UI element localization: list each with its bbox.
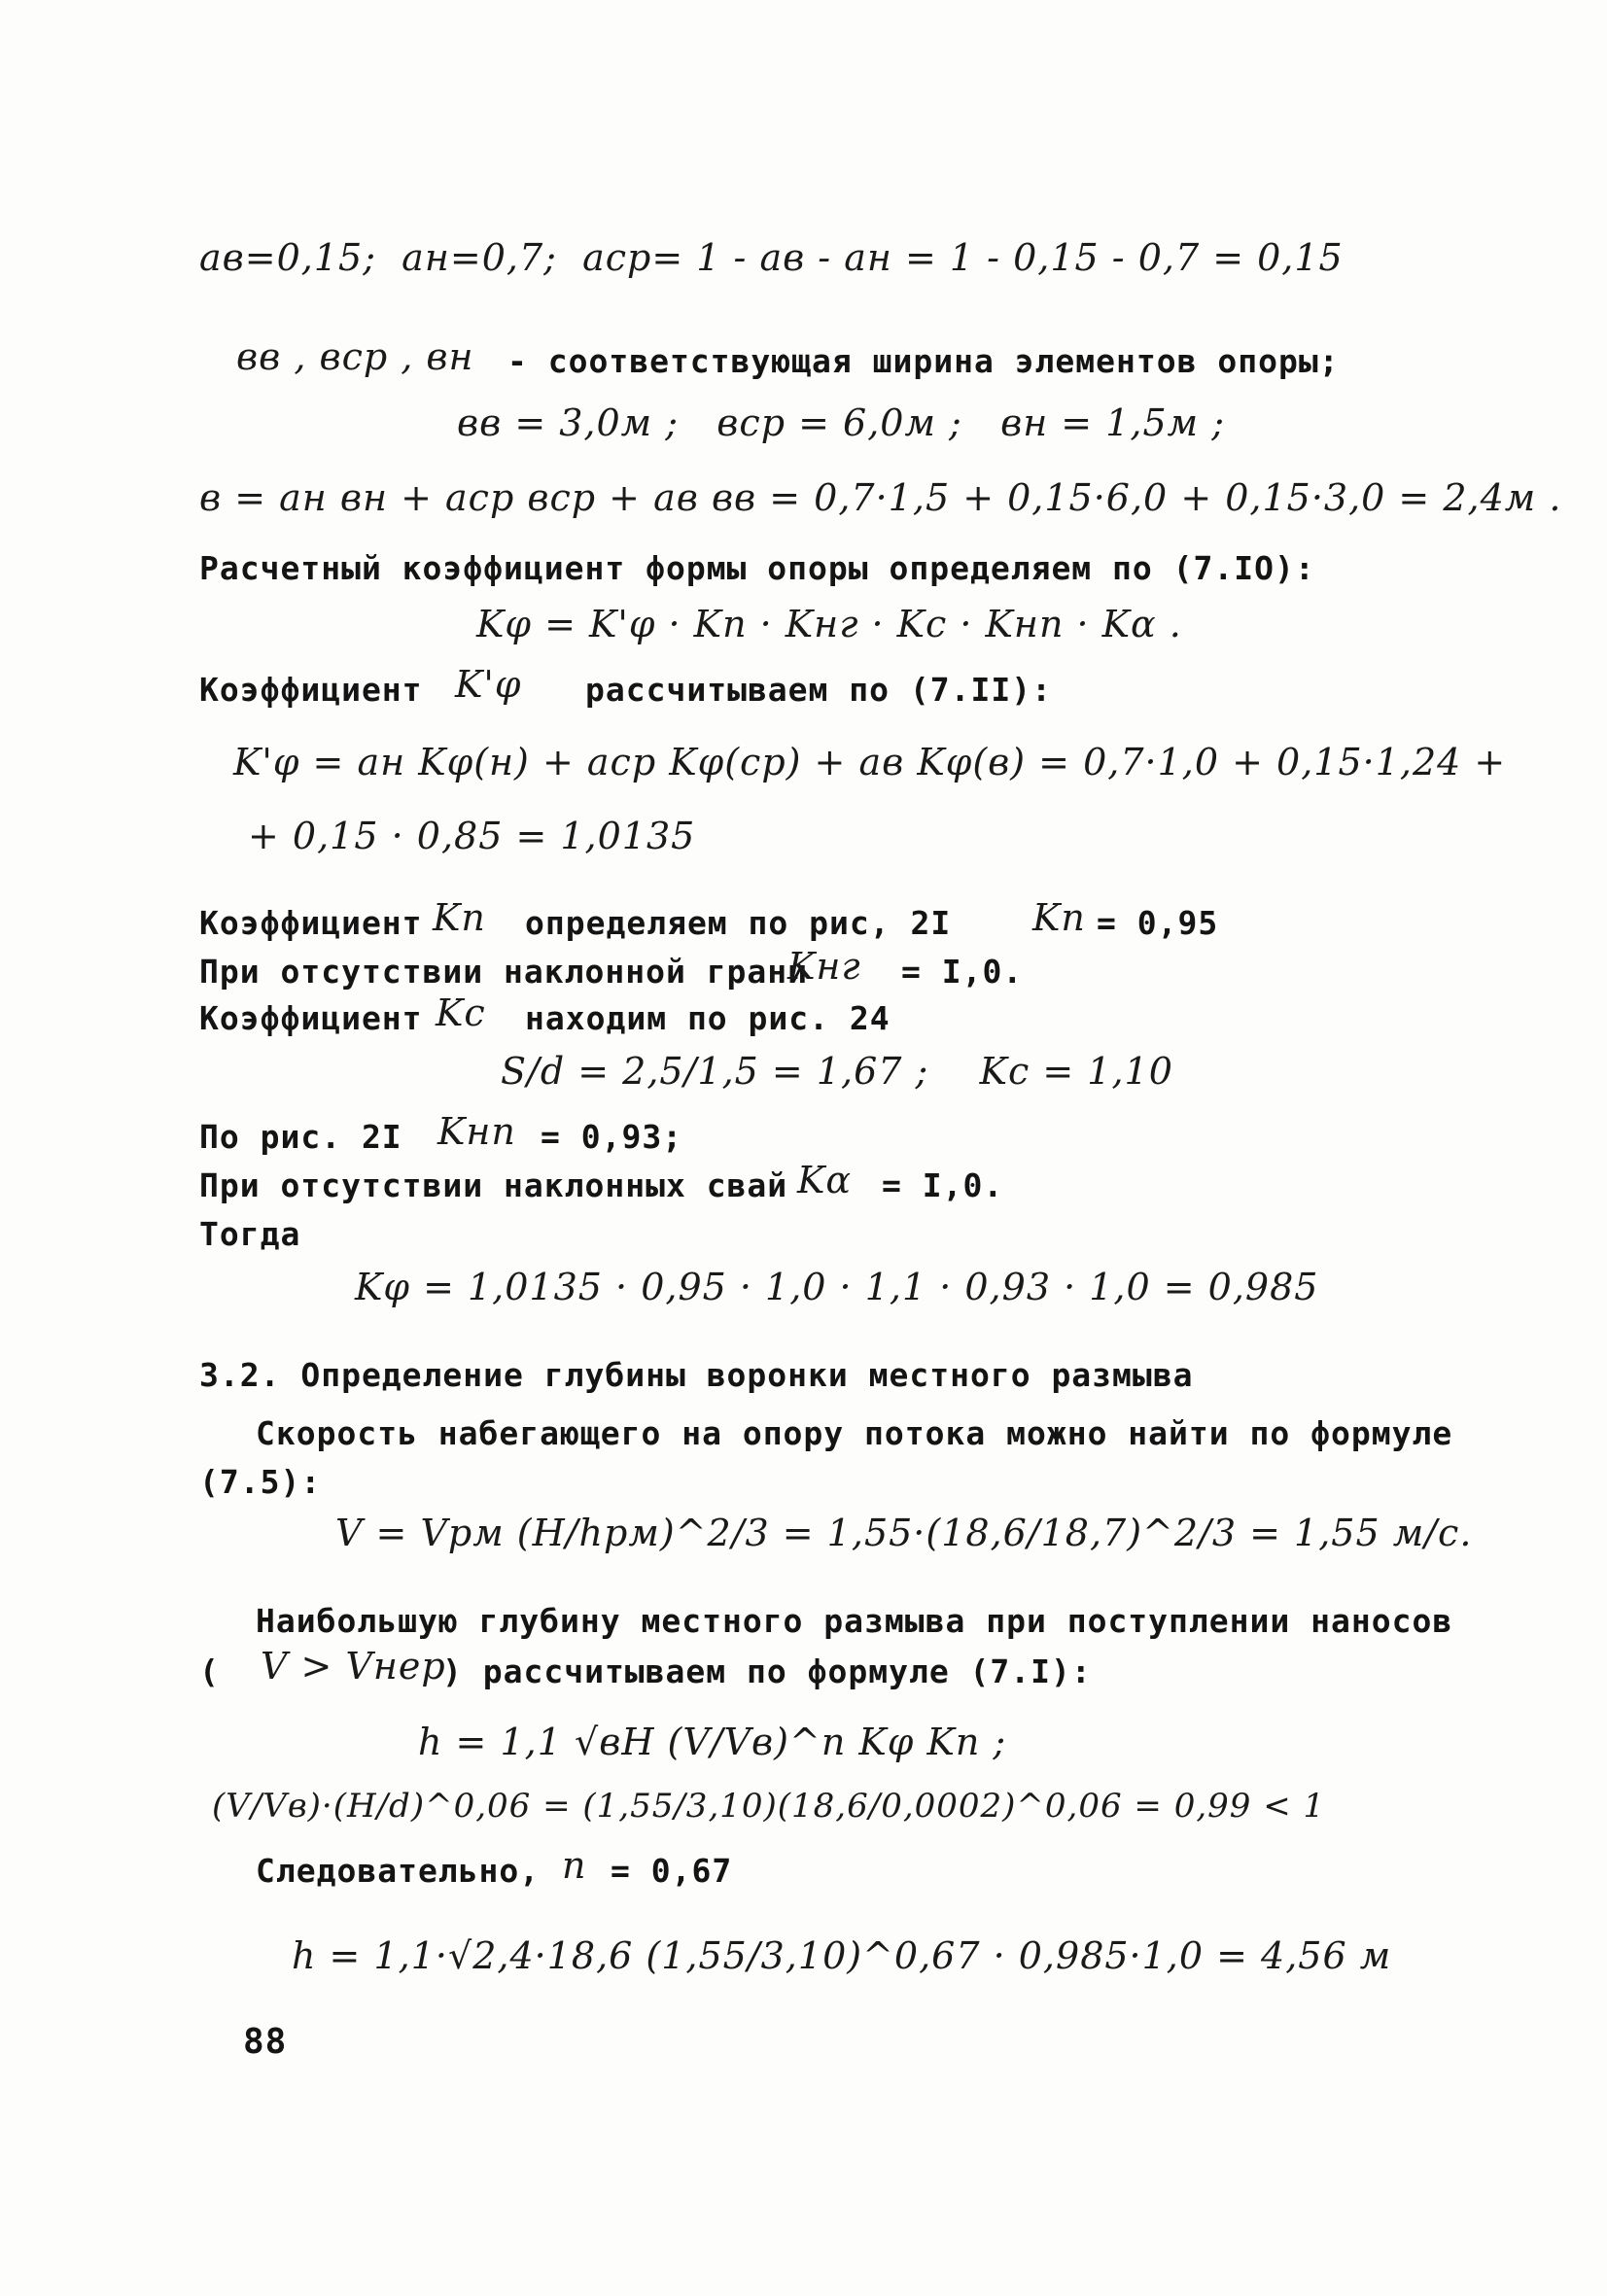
formula-k-p-symbol: Kп: [433, 896, 486, 939]
value-k-alpha: = I,0.: [882, 1166, 1004, 1204]
text-figure-21: По рис. 2I: [199, 1118, 402, 1156]
formula-s-d-ratio: S/d = 2,5/1,5 = 1,67 ; Kс = 1,10: [501, 1050, 1173, 1093]
text-coefficient-label: Коэффициент: [199, 999, 423, 1037]
formula-k-ng-symbol: Kнг: [787, 945, 861, 988]
formula-check-condition: (V/Vв)·(H/d)^0,06 = (1,55/3,10)(18,6/0,0002)^0,06 = 0,99 < 1: [212, 1787, 1326, 1826]
text-computed-by-7-11: рассчитываем по (7.II):: [585, 671, 1052, 709]
text-coefficient-label: Коэффициент: [199, 671, 423, 709]
formula-velocity: V = Vрм (H/hрм)^2/3 = 1,55·(18,6/18,7)^2/3 = 1,55 м/с.: [335, 1512, 1473, 1554]
formula-k-phi-prime-symbol: K'φ: [455, 663, 522, 706]
formula-k-c-symbol: Kс: [436, 991, 486, 1034]
text-velocity-intro: Скорость набегающего на опору потока можно найти по формуле: [256, 1414, 1453, 1452]
text-width-description: - соответствующая ширина элементов опоры;: [507, 342, 1340, 380]
formula-scour-depth-result: h = 1,1·√2,4·18,6 (1,55/3,10)^0,67 · 0,985·1,0 = 4,56 м: [292, 1934, 1392, 1977]
formula-k-phi-result: Kφ = 1,0135 · 0,95 · 1,0 · 1,1 · 0,93 · 1,0 = 0,985: [355, 1266, 1319, 1308]
text-no-inclined-face: При отсутствии наклонной грани: [199, 953, 809, 991]
text-shape-coefficient-intro: Расчетный коэффициент формы опоры определяем по (7.IO):: [199, 549, 1315, 587]
formula-k-phi-prime: K'φ = aн Kφ(н) + aср Kφ(ср) + aв Kφ(в) = 0,7·1,0 + 0,15·1,24 +: [233, 741, 1507, 783]
formula-b-symbols: вв , вср , вн: [236, 335, 474, 378]
formula-k-p-symbol: Kп: [1032, 896, 1086, 939]
value-k-np: = 0,93;: [541, 1118, 683, 1156]
text-then: Тогда: [199, 1215, 301, 1253]
text-paren-open: (: [199, 1652, 220, 1690]
text-no-inclined-piles: При отсутствии наклонных свай: [199, 1166, 788, 1204]
formula-n-symbol: n: [562, 1844, 587, 1887]
formula-b-total: в = aн вн + aср вср + aв вв = 0,7·1,5 + 0,15·6,0 + 0,15·3,0 = 2,4м .: [199, 476, 1562, 519]
value-k-p: = 0,95: [1097, 904, 1219, 942]
formula-scour-depth: h = 1,1 √вH (V/Vв)^n Kφ Kп ;: [418, 1721, 1007, 1763]
value-n: = 0,67: [611, 1852, 733, 1890]
text-from-figure-21: определяем по рис, 2I: [525, 904, 952, 942]
formula-b-values: вв = 3,0м ; вср = 6,0м ; вн = 1,5м ;: [457, 401, 1226, 444]
formula-a-coefficients: aв=0,15; aн=0,7; aср= 1 - aв - aн = 1 - 0,15 - 0,7 = 0,15: [199, 236, 1344, 279]
page-number: 88: [243, 2022, 288, 2062]
formula-k-phi-prime-result: + 0,15 · 0,85 = 1,0135: [248, 815, 696, 857]
text-coefficient-label: Коэффициент: [199, 904, 423, 942]
formula-k-alpha-symbol: Kα: [797, 1159, 853, 1201]
text-consequently: Следовательно,: [256, 1852, 541, 1890]
formula-k-phi-product: Kφ = K'φ · Kп · Kнг · Kс · Kнп · Kα .: [476, 603, 1182, 645]
section-heading-3-2: 3.2. Определение глубины воронки местного размыва: [199, 1356, 1194, 1394]
text-max-scour-intro: Наибольшую глубину местного размыва при поступлении наносов: [256, 1602, 1453, 1640]
text-formula-ref-7-5: (7.5):: [199, 1463, 322, 1501]
formula-velocity-condition: V > Vнер: [261, 1645, 446, 1687]
text-computed-by-7-1: ) рассчитываем по формуле (7.I):: [442, 1652, 1092, 1690]
value-k-ng: = I,0.: [901, 953, 1024, 991]
formula-k-np-symbol: Kнп: [437, 1110, 516, 1153]
text-from-figure-24: находим по рис. 24: [525, 999, 891, 1037]
